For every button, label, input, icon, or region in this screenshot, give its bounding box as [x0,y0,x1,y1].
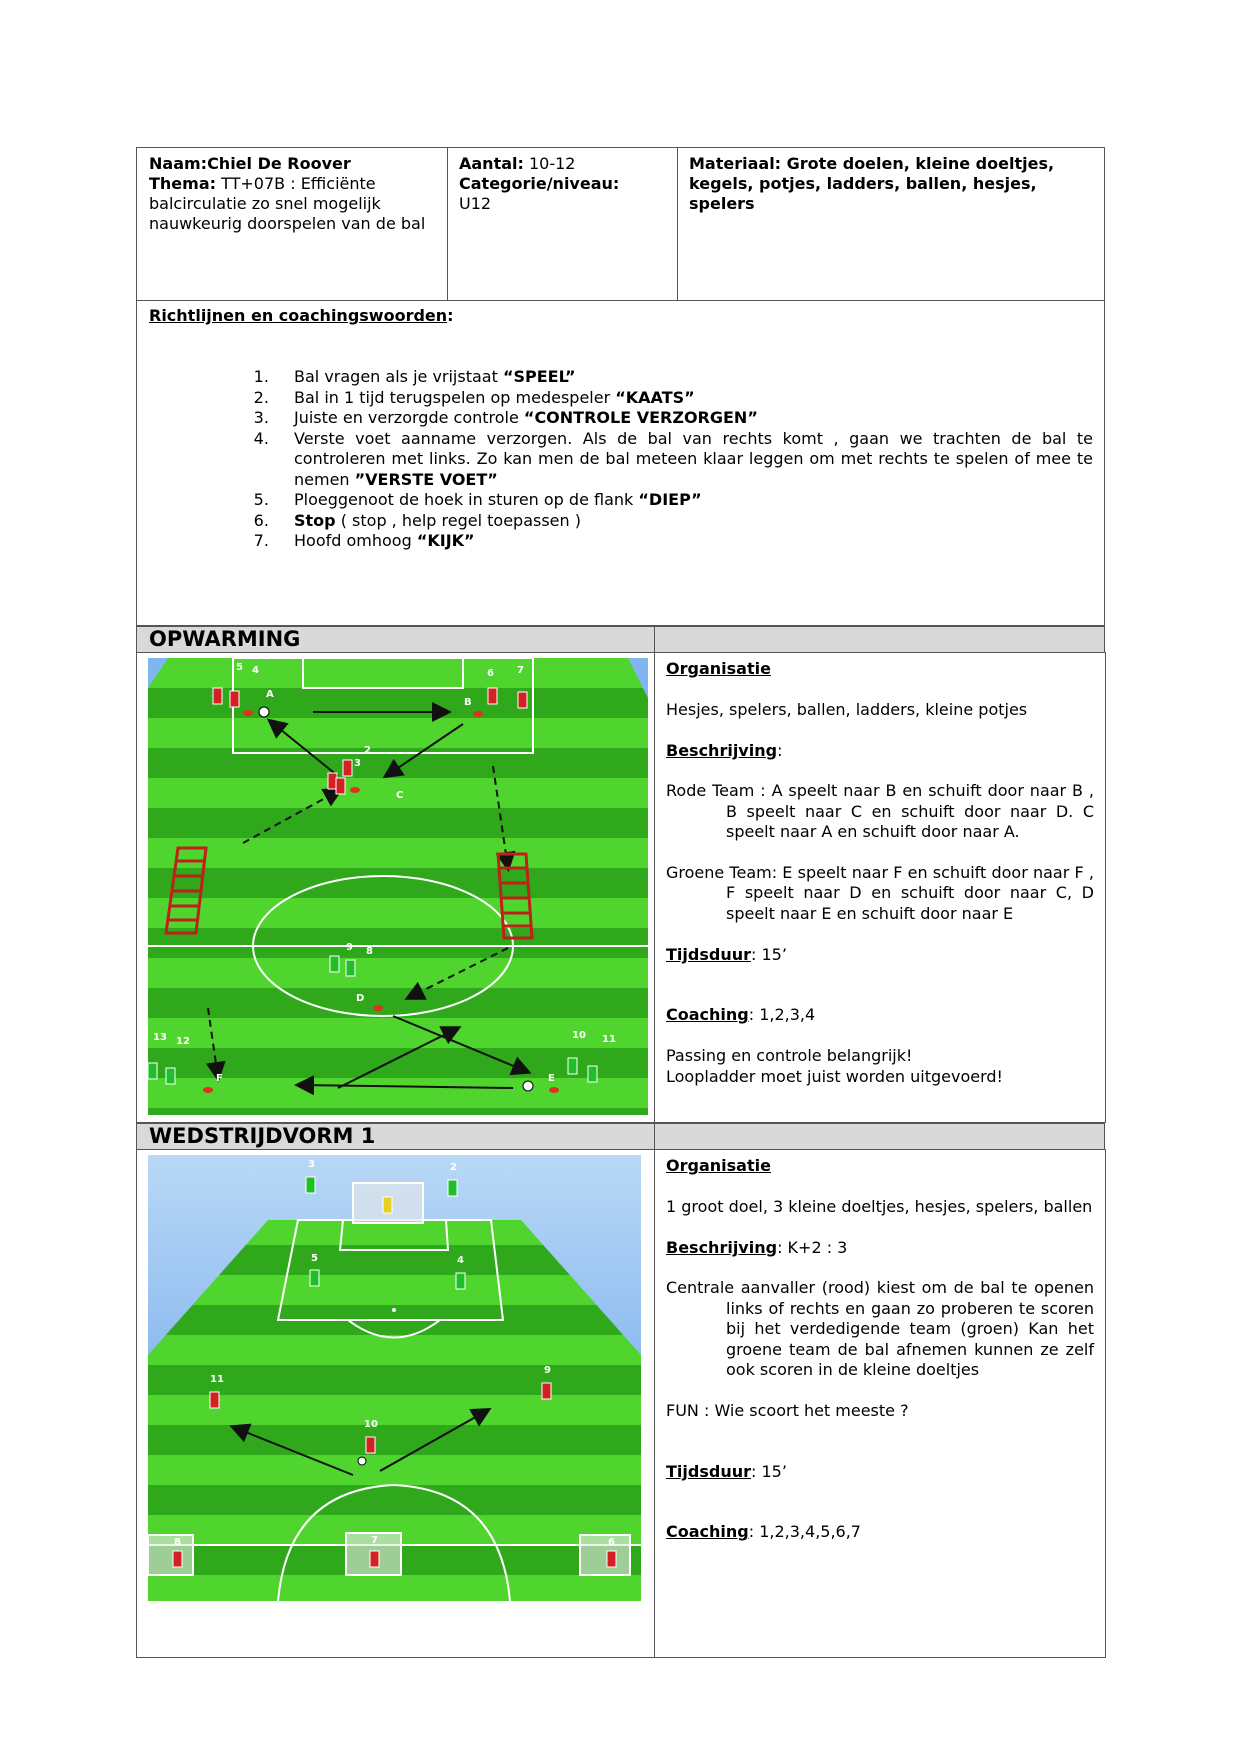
materiaal-cell [677,148,1105,220]
opwarming-diagram [148,658,648,1115]
diagram-label: D [356,993,365,1004]
diagram-label: 5 [311,1253,318,1264]
header-table [136,147,1105,626]
tijd-title: Tijdsduur [666,1461,751,1481]
org-text: Hesjes, spelers, ballen, ladders, kleine potjes [666,699,1028,719]
diagram-label: 7 [371,1535,378,1546]
diagram-label: 11 [210,1374,224,1385]
thema-value: TT+07B : Efficiënte balcirculatie zo snel mogelijk nauwkeurig doorspelen van de bal [149,174,426,233]
divider [654,652,655,1123]
diagram-label: 7 [517,665,524,676]
list-item: 5. Ploeggenoot de hoek in sturen op de flank “DIEP” [274,490,1093,511]
materiaal-value: Grote doelen, kleine doeltjes, kegels, potjes, ladders, ballen, hesjes, spelers [689,154,1055,213]
diagram-label: 6 [608,1537,615,1548]
list-item: 2. Bal in 1 tijd terugspelen op medespeler “KAATS” [274,388,1093,409]
fun-text: FUN : Wie scoort het meeste ? [666,1400,909,1420]
diagram-label: 9 [346,942,353,953]
tijd-value: : 15’ [750,944,787,964]
diagram-label: 10 [364,1419,378,1430]
categorie-value: U12 [459,194,492,213]
diagram-label: 13 [153,1032,167,1043]
diagram-label: 8 [174,1537,181,1548]
coach-title: Coaching [666,1522,749,1542]
diagram-label: 10 [572,1030,586,1041]
coach-value: : 1,2,3,4 [748,1005,816,1025]
opwarming-text [666,659,1094,1087]
note: Loopladder moet juist worden uitgevoerd! [666,1066,1003,1086]
org-title: Organisatie [666,1156,771,1175]
opwarming-title: OPWARMING [136,626,655,653]
diagram-label: F [216,1073,223,1084]
wedstrijdvorm-text [666,1156,1094,1563]
diagram-label: 3 [354,758,361,769]
diagram-label: 4 [457,1255,464,1266]
list-item: 3. Juiste en verzorgde controle “CONTROLE VERZORGEN” [274,408,1093,429]
diagram-label: 2 [450,1162,457,1173]
diagram-label: 9 [544,1365,551,1376]
diagram-label: A [266,689,274,700]
list-item: 4. Verste voet aanname verzorgen. Als de bal van rechts komt , gaan we trachten de bal te controleren met links. Zo kan men de bal meteen klaar leggen om met rechts te spelen of mee te nemen ”VERSTE VOET” [274,429,1093,491]
guidelines-cell [137,300,1105,558]
org-title: Organisatie [666,659,771,678]
beschr-value: : K+2 : 3 [777,1237,848,1257]
diagram-label: B [464,697,472,708]
naam-value: Chiel De Roover [207,154,351,173]
tijd-title: Tijdsduur [666,944,751,964]
diagram-label: 3 [308,1159,315,1170]
wedstrijdvorm-header-right [654,1123,1105,1150]
thema-label: Thema: [149,174,217,193]
diagram-label: 12 [176,1036,190,1047]
aantal-value: 10-12 [523,154,576,173]
divider [654,1149,655,1658]
list-item: 7. Hoofd omhoog “KIJK” [274,531,1093,552]
guidelines-colon: : [447,306,454,325]
list-item: 6. Stop ( stop , help regel toepassen ) [274,511,1093,532]
diagram-label: 2 [364,745,371,756]
guidelines-title: Richtlijnen en coachingswoorden [149,306,448,325]
opwarming-header-right [654,626,1105,653]
coach-title: Coaching [666,1005,749,1025]
list-item: 1. Bal vragen als je vrijstaat “SPEEL” [274,367,1093,388]
aantal-label: Aantal: [459,154,524,173]
diagram-label: E [548,1073,555,1084]
description-text: Centrale aanvaller (rood) kiest om de bal te openen links of rechts en gaan zo proberen te scoren bij het verdedigende team (groen) Kan het groene team de bal afnemen kunnen ze zelf ook scoren in de kleine doeltjes [666,1278,1094,1380]
diagram-label: 4 [252,665,259,676]
guidelines-list [149,367,1093,552]
org-text: 1 groot doel, 3 kleine doeltjes, hesjes, spelers, ballen [666,1196,1093,1216]
beschr-colon: : [777,740,783,760]
aantal-cell [447,148,677,220]
name-theme-cell [137,148,447,240]
rode-team-text: Rode Team : A speelt naar B en schuift door naar B , B speelt naar C en schuift door naar D. C speelt naar A en schuift door naar A. [666,781,1094,842]
diagram-label: 8 [366,946,373,957]
diagram-label: 11 [602,1034,616,1045]
diagram-label: C [396,790,404,801]
materiaal-label: Materiaal: [689,154,782,173]
coach-value: : 1,2,3,4,5,6,7 [748,1522,861,1542]
note: Passing en controle belangrijk! [666,1046,913,1066]
groene-team-text: Groene Team: E speelt naar F en schuift door naar F , F speelt naar D en schuift door naar C, D speelt naar E en schuift door naar E [666,863,1094,923]
categorie-label: Categorie/niveau: [459,174,620,193]
beschr-title: Beschrijving [666,740,778,760]
diagram-label: 5 [236,662,243,673]
wedstrijdvorm-diagram [148,1155,641,1601]
diagram-label: 6 [487,668,494,679]
beschr-title: Beschrijving [666,1237,778,1257]
tijd-value: : 15’ [750,1461,787,1481]
wedstrijdvorm-title: WEDSTRIJDVORM 1 [136,1123,655,1150]
naam-label: Naam: [149,154,208,173]
